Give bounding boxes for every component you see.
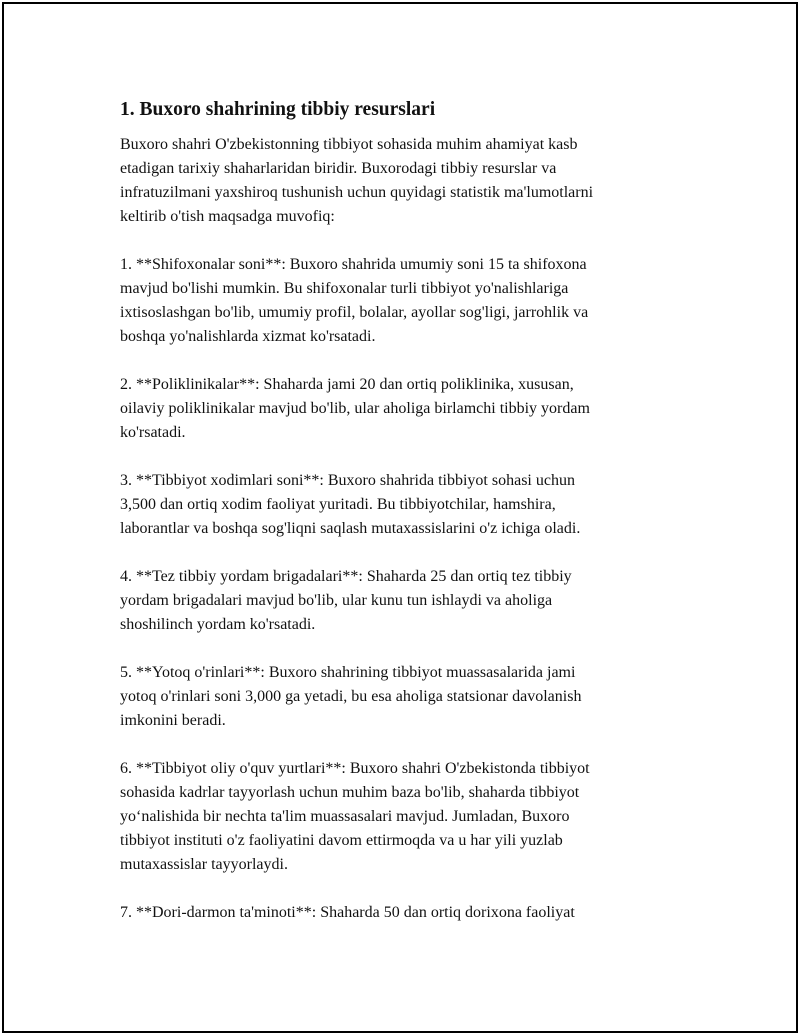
list-item-pharmacies: 7. **Dori-darmon ta'minoti**: Shaharda 50 dan ortiq dorixona faoliyat bbox=[120, 904, 575, 921]
intro-paragraph: Buxoro shahri O'zbekistonning tibbiyot sohasida muhim ahamiyat kasb etadigan tarixiy shaharlaridan biridir. Buxorodagi tibbiy resurslar va infratuzilmani yaxshiroq tushunish uchun quyidagi statistik ma'lumotlarni keltirib o'tish maqsadga muvofiq: bbox=[120, 136, 594, 225]
list-item-medical-universities: 6. **Tibbiyot oliy o'quv yurtlari**: Buxoro shahri O'zbekistonda tibbiyot sohasida kadrlar tayyorlash uchun muhim baza bo'lib, shaharda tibbiyot yo‘nalishida bir nechta ta'lim muassasalari mavjud. Jumladan, Buxoro tibbiyot instituti o'z faoliyatini davom ettirmoqda va u har yili yuzlab mutaxassislar tayyorlaydi. bbox=[120, 760, 590, 873]
list-item-polyclinics: 2. **Poliklinikalar**: Shaharda jami 20 dan ortiq poliklinika, xususan, oilaviy poliklinikalar mavjud bo'lib, ular aholiga birlamchi tibbiy yordam ko'rsatadi. bbox=[120, 376, 590, 441]
list-item-ambulance-brigades: 4. **Tez tibbiy yordam brigadalari**: Shaharda 25 dan ortiq tez tibbiy yordam brigadalari mavjud bo'lib, ular kunu tun ishlaydi va aholiga shoshilinch yordam ko'rsatadi. bbox=[120, 568, 572, 633]
section-heading: 1. Buxoro shahrining tibbiy resurslari bbox=[120, 99, 436, 120]
document-body bbox=[120, 97, 680, 949]
document-page bbox=[2, 2, 798, 1033]
list-item-medical-staff: 3. **Tibbiyot xodimlari soni**: Buxoro shahrida tibbiyot sohasi uchun 3,500 dan ortiq xodim faoliyat yuritadi. Bu tibbiyotchilar, hamshira, laborantlar va boshqa sog'liqni saqlash mutaxassislarini o'z ichiga oladi. bbox=[120, 472, 581, 537]
list-item-hospital-beds: 5. **Yotoq o'rinlari**: Buxoro shahrining tibbiyot muassasalarida jami yotoq o'rinlari soni 3,000 ga yetadi, bu esa aholiga statsionar davolanish imkonini beradi. bbox=[120, 664, 582, 729]
list-item-hospitals: 1. **Shifoxonalar soni**: Buxoro shahrida umumiy soni 15 ta shifoxona mavjud bo'lishi mumkin. Bu shifoxonalar turli tibbiyot yo'nalishlariga ixtisoslashgan bo'lib, umumiy profil, bolalar, ayollar sog'ligi, jarrohlik va boshqa yo'nalishlarda xizmat ko'rsatadi. bbox=[120, 256, 589, 345]
